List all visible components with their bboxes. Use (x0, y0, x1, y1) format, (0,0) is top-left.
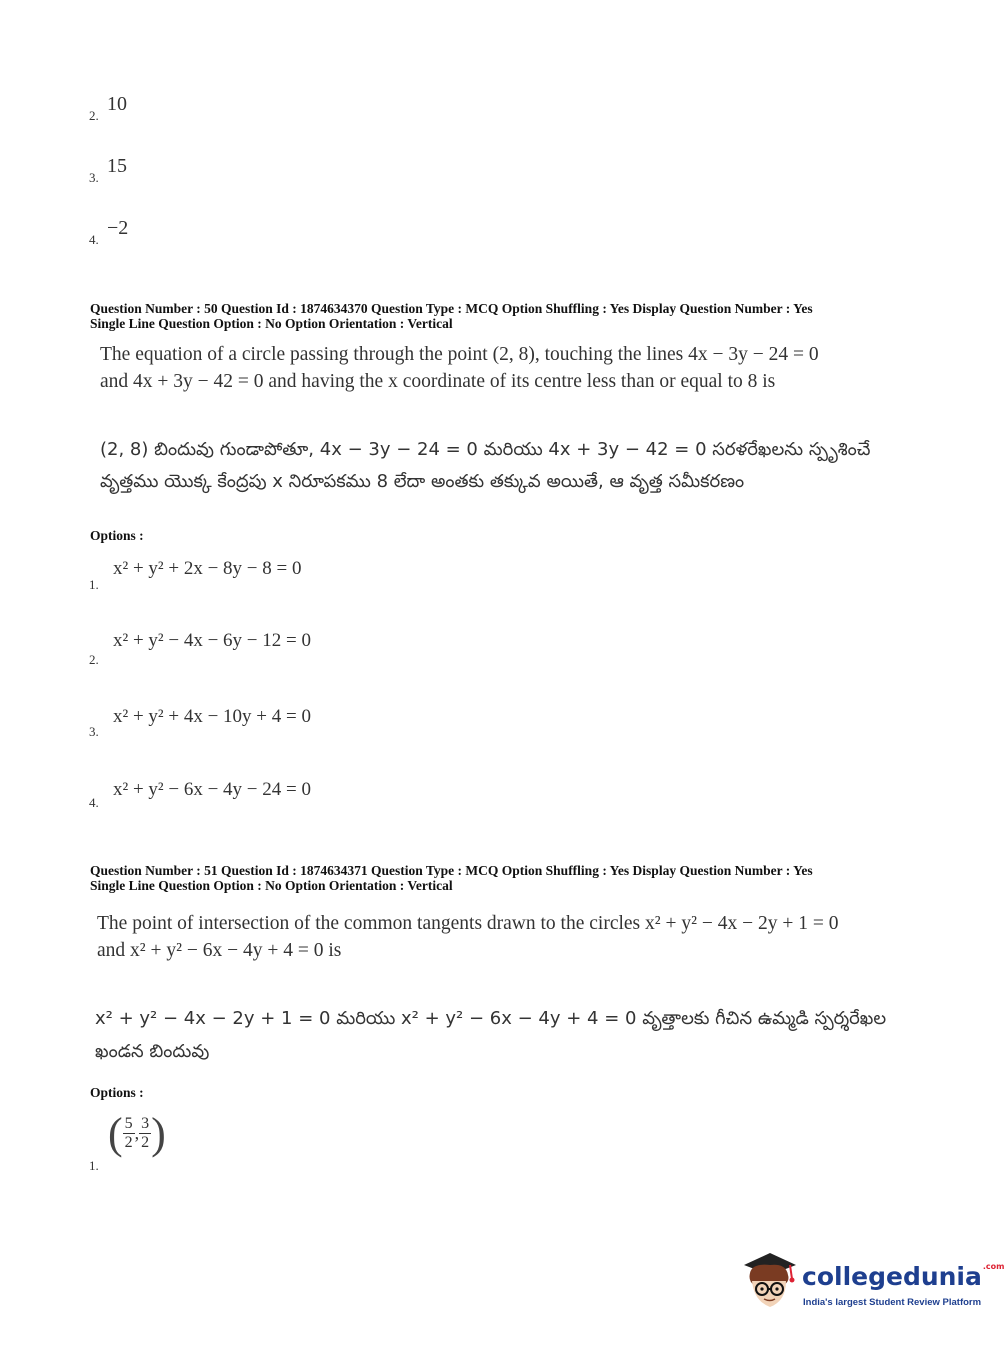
question-text-telugu: (2, 8) బిందువు గుండాపోతూ, 4x − 3y − 24 = 0 మరియు 4x + 3y − 42 = 0 సరళరేఖలను స్పృశించే (100, 439, 871, 460)
question-meta: Single Line Question Option : No Option Orientation : Vertical (90, 878, 453, 893)
option-equation: x² + y² − 6x − 4y − 24 = 0 (113, 779, 311, 800)
question-text-telugu: x² + y² − 4x − 2y + 1 = 0 మరియు x² + y² − 6x − 4y + 4 = 0 వృత్తాలకు గీచిన ఉమ్మడి స్పర్శరేఖల (95, 1008, 887, 1029)
option-equation: x² + y² + 2x − 8y − 8 = 0 (113, 558, 302, 579)
option-value: −2 (107, 217, 129, 239)
option-number: 4. (89, 795, 99, 810)
option-value: 10 (107, 93, 127, 115)
option-equation: x² + y² − 4x − 6y − 12 = 0 (113, 630, 311, 651)
option-number: 3. (89, 170, 99, 185)
option-number: 1. (89, 1158, 99, 1173)
question-meta: Question Number : 51 Question Id : 1874634371 Question Type : MCQ Option Shuffling : Yes Display Question Number : Yes (90, 863, 813, 878)
option-number: 4. (89, 232, 99, 247)
options-label: Options : (90, 528, 144, 543)
logo-tagline: India's largest Student Review Platform (803, 1297, 982, 1308)
fraction: $\frac{3}{2}$ (141, 1115, 150, 1151)
fraction: $\frac{5}{2}$ (124, 1115, 133, 1151)
logo-wordmark: collegedunia$^{.com}$ (802, 1262, 1005, 1291)
question-text-telugu: వృత్తము యొక్క కేంద్రపు x నిరూపకము 8 లేదా అంతకు తక్కువ అయితే, ఆ వృత్త సమీకరణం (100, 471, 745, 492)
option-number: 3. (89, 724, 99, 739)
question-meta: Single Line Question Option : No Option Orientation : Vertical (90, 316, 453, 331)
options-label: Options : (90, 1085, 144, 1100)
question-text-english: The equation of a circle passing through the point (2, 8), touching the lines 4x − 3y − 24 = 0 (100, 344, 819, 365)
option-number: 1. (89, 577, 99, 592)
logo-mascot (740, 1251, 800, 1311)
question-text-telugu: ఖండన బిందువు (95, 1041, 210, 1062)
question-text-english: and 4x + 3y − 42 = 0 and having the x coordinate of its centre less than or equal to 8 is (100, 371, 776, 392)
option-equation: x² + y² + 4x − 10y + 4 = 0 (113, 706, 311, 727)
option-fraction-pair: ( $\frac{5}{2}$ , $\frac{3}{2}$ ) (108, 1109, 166, 1158)
question-text-english: and x² + y² − 6x − 4y + 4 = 0 is (97, 940, 342, 961)
option-number: 2. (89, 652, 99, 667)
question-meta: Question Number : 50 Question Id : 1874634370 Question Type : MCQ Option Shuffling : Yes Display Question Number : Yes (90, 301, 813, 316)
question-text-english: The point of intersection of the common tangents drawn to the circles x² + y² − 4x − 2y + 1 = 0 (97, 913, 839, 934)
option-value: 15 (107, 155, 127, 177)
option-number: 2. (89, 108, 99, 123)
